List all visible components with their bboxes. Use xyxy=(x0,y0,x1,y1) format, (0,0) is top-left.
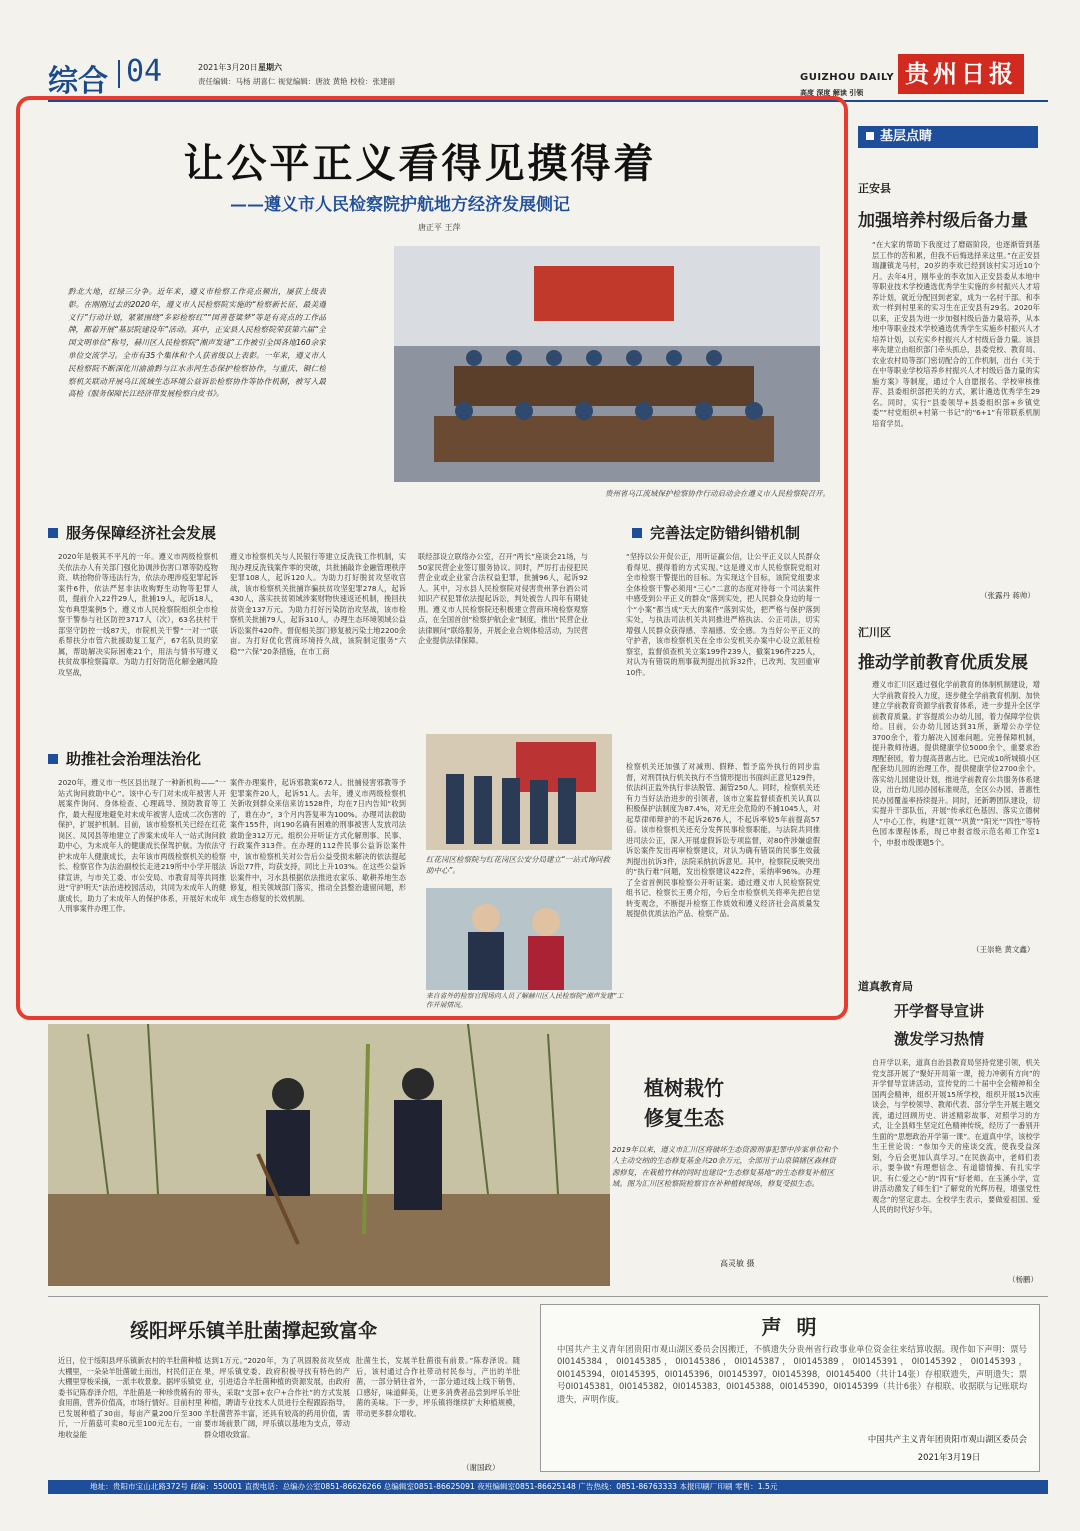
correction-column-1: “坚持以公开促公正，用听证赢公信，让公平正义以人民群众看得见、摸得着的方式实现。”这是遵义市人民检察院党组对全市检察干警提出的目标。为实现这个目标，该院党组要求全体检察干警必须用“三心”二意的态度对待每一个司法案件中感受到公平正义的群众”落到实处，把人民群众身边的每一个“小案”都当成“天大的案件”落到实处，把严格与保护落到实处，与执法司法机关共同推进严格执法、公正司法，切实增强人民群众获得感、幸福感、安全感。为当好公平正义的守护者，该市检察机关在全市公安机关办案中心设立派驻检察室，监督侦查机关立案199件239人，撤案196件225人，对认为有错误的刑事裁判提出抗诉32件，已改判、发回重审10件。 xyxy=(626,552,820,677)
paper-name-en: GUIZHOU DAILY xyxy=(800,72,895,83)
section-heading-correction xyxy=(632,522,800,543)
story3-title-line2: 激发学习热情 xyxy=(894,1030,985,1048)
story3-body: 自开学以来，道真自治县教育局坚持党建引领，机关党支部开展了“聚好开局第一课，接力冲刺有方向”的开学督导宣讲活动，宣传党的二十届中全会精神和全国两会精神，组织开展15所学校，组织开展15次座谈会，与学校领导、教师代表、部分学生开展主题交流，通过回顾历史、讲述精彩故事、对照学习的方式，让全县师生坚定红色精神传统，经历了一番别开生面的“思想政治开学第一课”。在道真中学，该校学生王世论说：“参加今天的座谈交流，使我受益深刻，今后会更加认真学习。”在民族高中，老师们表示，要争做“有理想信念、有道德情操、有扎实学识、有仁爱之心”的“四有”好老师。在玉溪小学，宣讲活动激发了师生们“了解党的光辉历程，增强党性观念”的坚定意志。全校学生表示，要做爱祖国、爱人民的时代好少年。 xyxy=(872,1058,1040,1214)
section-name: 综合 xyxy=(48,64,108,99)
rescue-center-photo-illustration xyxy=(426,734,612,850)
masthead-divider xyxy=(118,60,120,88)
right-column-title: 基层点睛 xyxy=(880,129,933,144)
paper-logo: 贵州日报 xyxy=(898,54,1024,94)
main-headline: 让公平正义看得见摸得着 xyxy=(183,140,657,187)
notice-body: 中国共产主义青年团贵阳市观山湖区委员会因搬迁，不慎遗失分贵州省行政事业单位资金往来结算收据。现作如下声明：票号0I0145384，0I0145385，0I0145386，0I0145387，0I0145389，0I0145391，0I0145392，0I0145393，0I0145394，0I0145395，0I0145396，0I0145397，0I0145398，0I0145400（共计14张）存根联遗失，声明遗失；票号0I0145381，0I0145382，0I0145383，0I0145388，0I0145390，0I0145399（共计6张）存根联、收据联与记账联均遗失，声明作废。 xyxy=(557,1344,1027,1404)
page-number: 04 xyxy=(126,54,163,89)
main-subheadline: ——遵义市人民检察院护航地方经济发展侧记 xyxy=(230,195,570,215)
issue-date: 2021年3月20日 xyxy=(198,63,258,72)
editors-line: 责任编辑：马杨 胡喜仁 视觉编辑：唐波 黄艳 校检：张建丽 xyxy=(198,77,396,86)
governance-column-2: 案件办理案件，起诉邪教案672人。批捕侵害邪教等予犯罪案件20人，起诉51人。去年，遵义市两级检察机关新收到群众来信来访1528件，均在7日内告知“收到了，谁在办”，3个月内答复率为100%。办理司法救助案件155件，向190名确有困难的刑事被害人发放司法救助金312万元。组织公开听证方式化解刑事、民事、行政案件313件。在办理的112件民事公益诉讼案件中，该市检察机关对公告后公益受损未解决的依法提起诉讼77件，均获支持，同比上升103%。在这些公益诉讼案件中，习水县根据依法推进农家乐、歇耕养地生态修复，相关领域部门落实，推动全县整治遗留问题，形成生态修复的长效机制。 xyxy=(230,778,406,903)
bottom-headline: 绥阳坪乐镇羊肚菌撑起致富伞 xyxy=(130,1320,378,1342)
meeting-photo xyxy=(394,246,820,482)
section-marker-icon xyxy=(48,528,58,538)
bottom-author: （谢国政） xyxy=(462,1463,500,1472)
story2-place: 汇川区 xyxy=(858,626,891,639)
rescue-center-photo xyxy=(426,734,612,850)
story1-body: “在大家的帮助下我度过了磨砺阶段，也逐渐管到基层工作的苦和累，但我不后悔选择来这里。”在正安县瑞濂镇龙马村，20岁的李欢已经到该村实习近10个月。去年4月，刚毕业的李欢加入正安县委从本地中等职业技术学校遴选优秀学生实施的乡村振兴人才培养计划，就近分配回到老家，成为一名村干部。和李欢一样到村里来的实习生在正安县有29名。2020年以来，正安县为进一步加强村级后备力量培养，从本地中等职业技术学校遴选优秀学生实施乡村振兴人才培养计划，以充实乡村振兴人才村级后备力量。该县率先建立由组织部门牵头抓总，县委党校、教育局、农业农村局等部门密切配合的工作机制，出台《关于在中等职业学校培养乡村振兴人才村级后备力量的实施方案》等制度，通过个人自愿报名、学校审核推荐、县委组织部把关的方式，累计遴选优秀学生29名。同时，实行“县委领导+县委组织部+乡镇党委”“村党组织+村第一书记”的“6+1”有带联系机制培育学员。 xyxy=(872,240,1040,428)
story2-title: 推动学前教育优质发展 xyxy=(858,653,1028,673)
page-footer: 地址：贵阳市宝山北路372号 邮编：550001 直拨电话：总编办公室0851-86626266 总编辑室0851-86625091 夜班编辑室0851-86625148 广告热线：0851-86763333 本报印刷厂印刷 零售：1.5元 xyxy=(48,1480,1048,1494)
governance-column-1: 2020年，遵义市一些区县出现了一种新机构——“一站式询问救助中心”。该中心专门对未成年被害人开展案件询问、身体检查、心理疏导、预防教育等工作，最大程度地避免对未成年被害人造成二次伤害的保护，扩展护机制。目前，该市检察机关已经在红花岗区、凤冈县等地建立了涉案未成年人一站式询问救助中心，为未成年人的健康成长保驾护航。为依法守护未成年人健康成长，去年该市两级检察机关的检察长、检察官作为法治副校长走进219所中小学开展法律宣讲，与市关工委、市公安局、市教育局等共同推进“守护明天”法治进校园活动，共同为未成年人的健康成长，助力了未成年人的保护体系，开展好未成年人刑事案件办理工作。 xyxy=(58,778,226,913)
story3-title-line1: 开学督导宣讲 xyxy=(894,1002,985,1020)
economy-column-3: 联经部设立联络办公室，召开“两长”座谈会21场，与50家民营企业签订服务协议。同时，严厉打击侵犯民营企业或企业家合法权益犯罪，批捕96人，起诉92人。其中，习水县人民检察院对侵害贵州茅台酒公司知识产权犯罪依法提起诉讼，判处被告人四年有期徒刑。遵义市人民检察院还积极建立营商环境检察观察点，在全国首创“检察护航企业”制度，推出“民营企业法律顾问”联络服务，开展企业合规体检活动，为民营企业提供法律保障。 xyxy=(418,552,588,645)
section-marker-icon xyxy=(632,528,642,538)
visit-photo xyxy=(426,888,612,990)
bottom-column-1: 近日，位于绥阳县坪乐镇新农村的羊肚菌种植大棚里，一朵朵羊肚菌破土而出，村民们正在大棚里穿梭采摘，一派丰收景象。据坪乐镇党委书记陈春泽介绍，羊肚菌是一种珍贵稀有的食用菌，营养价值高，市场行情好。目前村里已发展种植了30亩，每亩产量200斤至300斤，一斤菌菇可卖80元至100元左右，一亩地收益能 xyxy=(58,1356,202,1439)
notice-title: 声 明 xyxy=(761,1315,821,1339)
story2-author: （王崇艳 黄文鑫） xyxy=(972,945,1035,954)
meeting-photo-illustration xyxy=(394,246,820,482)
rescue-center-caption: 红花岗区检察院与红花岗区公安分局建立“一站式询问救助中心”。 xyxy=(426,855,610,875)
tree-planting-photo xyxy=(48,1024,610,1286)
section-heading-economy xyxy=(48,522,216,543)
story1-place: 正安县 xyxy=(858,182,891,195)
lead-paragraph: 黔北大地，红绿三分争。近年来，遵义市检察工作亮点频出，屡获上级表彰。在刚刚过去的2020年，遵义市人民检察院实施的“检察新长征、最美遵义行”行动计划，紧紧围绕“多彩检察红”“国善苍粱梦”等是有亮点的工作品牌，都着开展“基层院建设年”活动。其中，正安县人民检察院荣获第六届“全国文明单位”称号，赫川区人民检察院“湘声发建”工作被引全国各地160余家单位交流学习。全市有35个集体和个人获省级以上表彰。一年来，遵义市人民检察院不断深化川渝渝黔与江水赤河生态保护检察协作，与重庆、铜仁检察机关联动开展乌江流域生态环境公益诉讼检察协作等协作机制，被写入最高检《服务保障长江经济带发展检察白皮书》。 xyxy=(68,287,326,399)
notice-signature: 中国共产主义青年团贵阳市观山湖区委员会 xyxy=(867,1434,1027,1444)
section-heading-governance xyxy=(48,748,201,769)
right-column-banner xyxy=(858,126,1038,148)
section-marker-icon xyxy=(48,754,58,764)
paper-slogan: 高度 深度 解读 引领 xyxy=(800,89,864,97)
economy-column-1: 2020年是极其不平凡的一年。遵义市两级检察机关依法办人有关部门强化协调涉伤害口罩等防疫物资、哄抬物价等违法行为，依法办理涉疫犯罪起诉案件6件，依法严惩非法收购野生动物等犯罪人员，提前介入22件29人，批捕19人，起诉18人，发布典型案例5个。遵义市人民检察院组织全市检察干警参与社区防控3717人（次），63名扶村干部坚守防控一线87天，市院机关干警“一对一”联系帮扶分市管六批援助复工复产，67名队员的家属，帮助解决实际困难21个，用法与情书写遵义扶贫故事检察篇章。为助力打好防范化解金融风险攻坚战， xyxy=(58,552,218,677)
banner-marker-icon xyxy=(866,132,874,140)
story3-author: （杨鹏） xyxy=(1008,1275,1038,1284)
issue-weekday: 星期六 xyxy=(258,63,282,72)
photo-story-title-line1: 植树栽竹 xyxy=(644,1076,724,1100)
photo-story-title-line2: 修复生态 xyxy=(644,1106,724,1130)
visit-photo-illustration xyxy=(426,888,612,990)
photo-story-credit: 高灵敏 摄 xyxy=(720,1259,755,1268)
section-heading-text: 服务保障经济社会发展 xyxy=(66,524,217,542)
tree-planting-illustration xyxy=(48,1024,610,1286)
section-heading-text: 完善法定防错纠错机制 xyxy=(650,524,801,542)
bottom-column-3: 肚菌生长，发展羊肚菌很有前景。”陈春泽说。随后，该村通过合作社带动村民参与，产出的羊肚菌，一部分销往省外，一部分通过线上线下销售，口感好，味道鲜美，让更多消费者品尝到坪乐羊肚菌的美味。下一步，坪乐镇将继续扩大种植规模，带动更多群众增收。 xyxy=(356,1356,520,1418)
economy-column-2: 遵义市检察机关与人民银行等建立反洗钱工作机制，实现办理反洗钱案件零的突破，共批捕敲诈金融管理秩序犯罪108人，起诉120人。为助力打好脱贫攻坚收官战，该市检察机关批捕诈骗扶贫攻坚犯罪278人，起诉430人，落实扶贫领域涉案财物快速返还机制，挽回扶贫资金137万元。为助力打好污染防治攻坚战，该市检察机关批捕79人，起诉310人，办理生态环境领域公益诉讼案件420件。督促相关部门修复被污染土地2200余亩。为打好优化营商环境持久战，该院制定服务“六稳”“六保”20条措施，在市工商 xyxy=(230,552,406,656)
section-divider xyxy=(48,1296,1048,1297)
notice-box xyxy=(540,1304,1040,1472)
story2-body: 遵义市汇川区通过强化学前教育的体制机制建设，增大学前教育投入力度，逐步健全学前教育机制、加快建立学前教育资源学前教育体系，进一步提升全区学前教育质量。扩容提质公办幼儿园，着力保障学位供给。目前，公办幼儿园达到31所，新增公办学位3700余个，着力解决入园难问题。完善保障机制，提升教师待遇，提供健康学位5000余个，重要求治理配套园，着力提高普惠占比。已完成10所城镇小区配套幼儿园的治理工作，提供健康学位2700余个。落实幼儿园建设计划，推进学前教育公共服务体系建设，出台幼儿园办园标准规范，全区公办园、普惠性民办园覆盖率持续提升。同时，还新聘团队建设，切实提升干部队伍，开展“传承红色基因、落实立德树人”中心工作，构建“红领”“巩黄”“阳光”“四性”等特色园本课程体系，现已申报省级示范名师工作室1个，申报市级课题5个。 xyxy=(872,680,1040,847)
meeting-photo-caption: 贵州省乌江流域保护检察协作行动启动会在遵义市人民检察院召开。 xyxy=(605,489,830,498)
masthead xyxy=(48,52,1048,98)
notice-date: 2021年3月19日 xyxy=(917,1452,981,1462)
correction-column-2: 检察机关还加强了对减刑、假释、暂予监外执行的同步监督，对刑罚执行机关执行不当情形提出书面纠正意见129件，依法纠正监外执行非法脱管、漏管250人。同时，检察机关还有力当好法治进步的引领者，该市立案监督侦查机关认真以积极保护法制度为87.4%，对无庄会危险的不捕1045人，对起草律师辩护的不起诉2676人，不起诉率较5年前提高57倍。该市检察机关还充分发挥民事检察职能，与法院共同推进司法公正，深入开展虚假诉讼专项监督，对80件涉嫌虚假诉讼案件发出再审检察建议，对认为确有错误的民事生效裁判提出抗诉3件，法院采纳抗诉意见。其中，检察院反映突出的“执行难”问题，发出检察建议422件，采纳率96%。办理了全省首例民事检察公开听证案。通过遵义市人民检察院党组书记、检察长王勇介绍，今后全市检察机关将率先把自觉转变观念，不断提升检察工作质效和遵义经济社会高质量发展提供优质法治产品、检察产品。 xyxy=(626,762,820,918)
photo-story-caption: 2019年以来，遵义市汇川区将破坏生态资源刑事犯罪中涉案单位和个人主动交纳的生态修复基金共20余万元，全部用于山泉镇辖区森林资源修复，在栽植竹林的同时也建设“生态修复基地”的生态修复补植区域。图为汇川区检察院检察官在补种植树现场，修复受损生态。 xyxy=(612,1145,838,1189)
story1-title: 加强培养村级后备力量 xyxy=(858,211,1028,231)
story1-author: （张露丹 蒋帅） xyxy=(980,591,1035,600)
story3-place: 道真教育局 xyxy=(858,980,913,993)
visit-photo-caption: 来自省外的检察官现场向人员了解赫川区人民检察院“湘声发建”工作开展情况。 xyxy=(426,992,624,1009)
byline: 唐正平 王萍 xyxy=(418,223,461,232)
bottom-column-2: 达到1万元。”2020年，为了巩固脱贫攻坚成果，坪乐镇党委、政府积极寻找有特色的产业，引进适合羊肚菌种植的资源发展，由政府带头，采取“支部+农户+合作社”的方式发展种植，聘请专业技术人员进行全程跟踪指导，羊肚菌营养丰富，还具有较高的药用价值，需要市场前景广阔，坪乐镇以基地为支点，带动群众增收致富。 xyxy=(204,1356,350,1439)
section-heading-text: 助推社会治理法治化 xyxy=(66,750,202,768)
